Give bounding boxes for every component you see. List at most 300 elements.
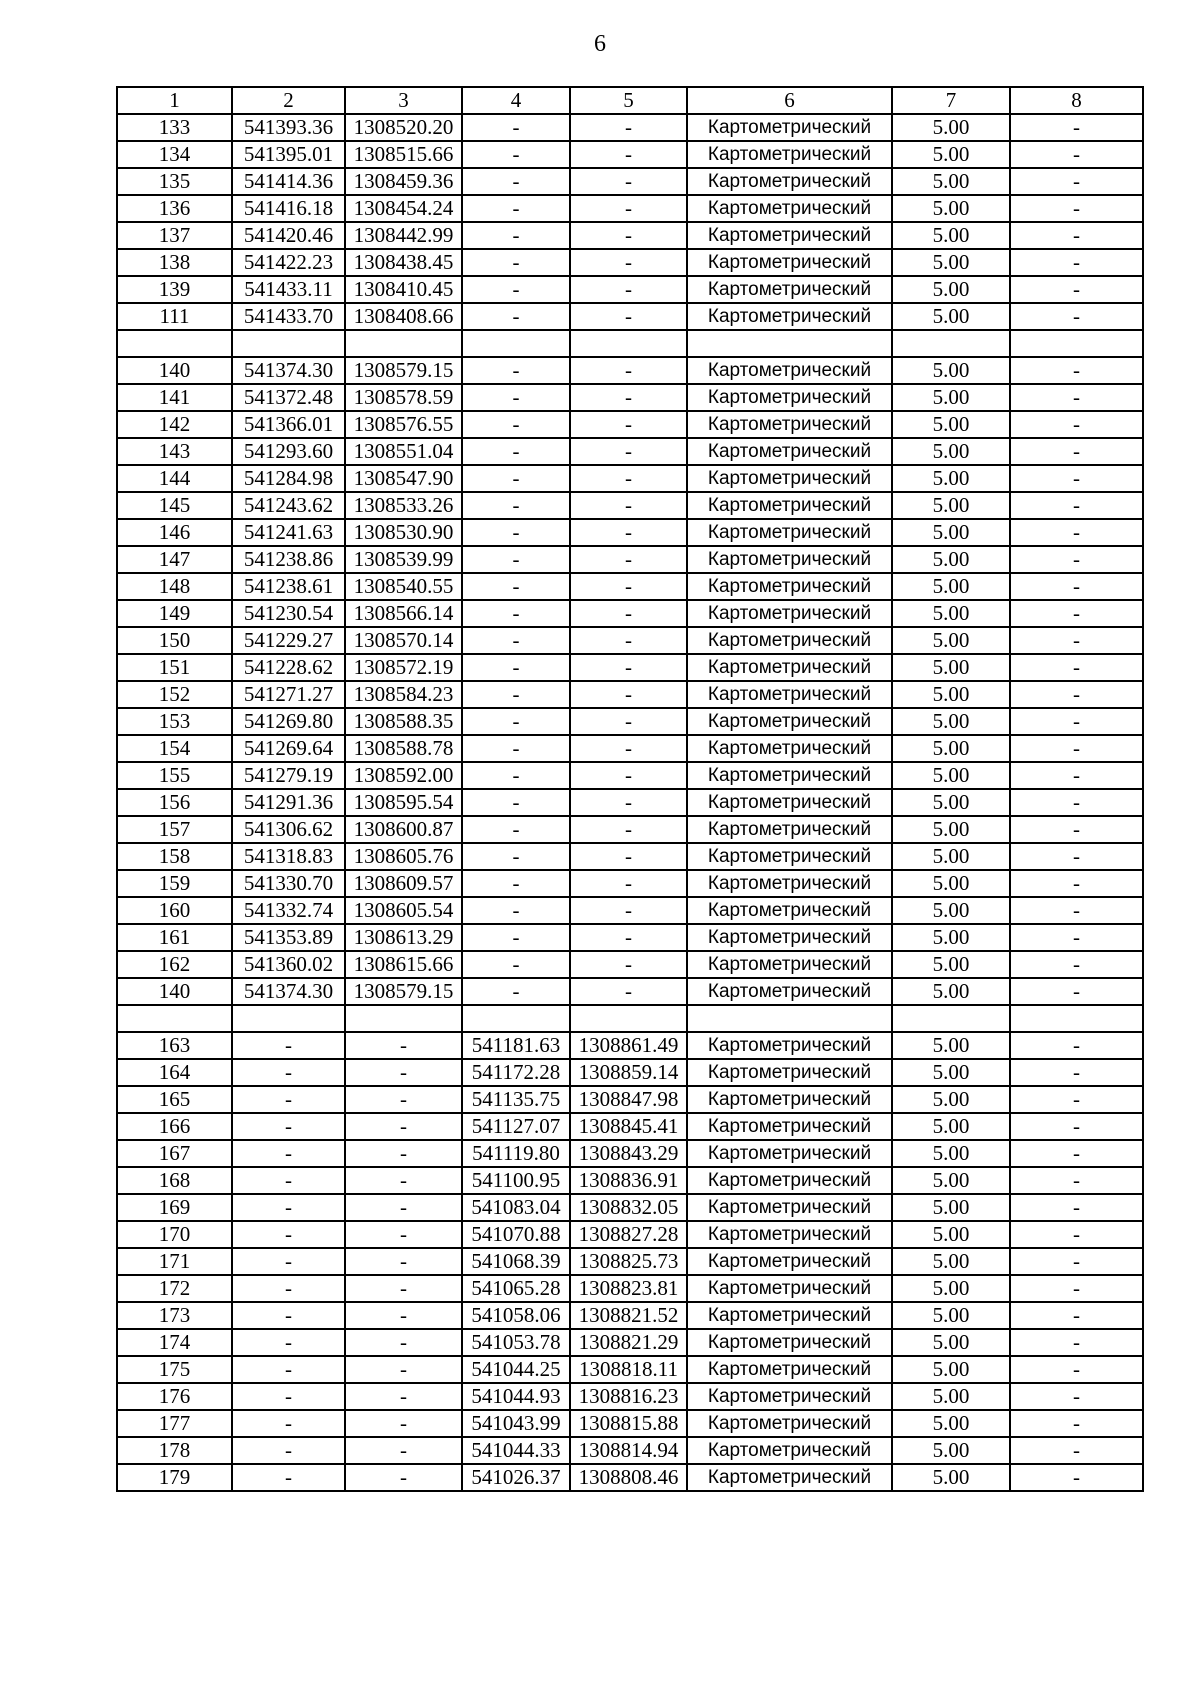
table-cell: Картометрический [687, 1140, 892, 1167]
table-cell: - [345, 1248, 462, 1275]
table-cell: 541422.23 [232, 249, 345, 276]
table-cell: 1308613.29 [345, 924, 462, 951]
table-cell: - [570, 735, 687, 762]
table-cell: 166 [117, 1113, 232, 1140]
table-cell: 168 [117, 1167, 232, 1194]
table-cell: 541269.64 [232, 735, 345, 762]
table-cell: - [232, 1140, 345, 1167]
table-row [117, 168, 1143, 195]
table-cell: 1308459.36 [345, 168, 462, 195]
table-cell: Картометрический [687, 1113, 892, 1140]
table-row [117, 1059, 1143, 1086]
table-header-row [117, 87, 1143, 114]
table-row [117, 384, 1143, 411]
table-cell: 158 [117, 843, 232, 870]
table-cell: - [570, 303, 687, 330]
table-cell: - [570, 600, 687, 627]
table-cell: 1308547.90 [345, 465, 462, 492]
table-cell: 137 [117, 222, 232, 249]
table-cell: - [232, 1032, 345, 1059]
table-cell: - [345, 1383, 462, 1410]
table-cell: 5.00 [892, 1383, 1010, 1410]
table-cell [892, 330, 1010, 357]
table-cell: Картометрический [687, 1329, 892, 1356]
table-cell: 541238.61 [232, 573, 345, 600]
table-cell: 1308818.11 [570, 1356, 687, 1383]
table-cell [1010, 330, 1143, 357]
table-cell: 5.00 [892, 1059, 1010, 1086]
table-row [117, 924, 1143, 951]
table-cell: 5.00 [892, 1194, 1010, 1221]
table-cell: - [1010, 303, 1143, 330]
table-cell: - [1010, 762, 1143, 789]
table-cell: Картометрический [687, 654, 892, 681]
table-cell: Картометрический [687, 357, 892, 384]
table-cell: 5.00 [892, 924, 1010, 951]
column-header: 6 [687, 87, 892, 114]
table-row [117, 1167, 1143, 1194]
table-cell: Картометрический [687, 951, 892, 978]
table-cell: Картометрический [687, 438, 892, 465]
table-cell: - [1010, 114, 1143, 141]
table-cell: 153 [117, 708, 232, 735]
table-cell: Картометрический [687, 114, 892, 141]
table-cell: - [462, 546, 570, 573]
table-cell: 541306.62 [232, 816, 345, 843]
table-cell: 1308823.81 [570, 1275, 687, 1302]
table-cell: - [462, 654, 570, 681]
table-cell: 1308572.19 [345, 654, 462, 681]
table-cell: 541271.27 [232, 681, 345, 708]
table-cell: - [570, 789, 687, 816]
table-cell: 5.00 [892, 816, 1010, 843]
table-cell: - [345, 1086, 462, 1113]
table-cell: Картометрический [687, 1464, 892, 1491]
table-cell: 5.00 [892, 438, 1010, 465]
table-cell: 5.00 [892, 1248, 1010, 1275]
column-header: 4 [462, 87, 570, 114]
table-cell: - [345, 1113, 462, 1140]
table-cell: - [570, 654, 687, 681]
table-cell: - [232, 1464, 345, 1491]
table-cell: Картометрический [687, 492, 892, 519]
table-cell: - [462, 141, 570, 168]
table-cell: Картометрический [687, 789, 892, 816]
table-cell: - [345, 1356, 462, 1383]
table-row [117, 492, 1143, 519]
table-cell: - [232, 1383, 345, 1410]
table-row [117, 438, 1143, 465]
table-cell: - [462, 492, 570, 519]
table-cell: Картометрический [687, 195, 892, 222]
table-cell: 142 [117, 411, 232, 438]
table-cell: - [1010, 1437, 1143, 1464]
table-cell [1010, 1005, 1143, 1032]
table-cell [892, 1005, 1010, 1032]
table-cell: - [1010, 492, 1143, 519]
table-row [117, 897, 1143, 924]
table-cell: 5.00 [892, 168, 1010, 195]
table-cell: 541230.54 [232, 600, 345, 627]
table-cell: 5.00 [892, 357, 1010, 384]
table-cell: - [232, 1275, 345, 1302]
table-cell: 1308605.54 [345, 897, 462, 924]
table-cell: 1308845.41 [570, 1113, 687, 1140]
table-row [117, 1248, 1143, 1275]
table-cell: - [462, 951, 570, 978]
table-cell: 5.00 [892, 762, 1010, 789]
table-cell: Картометрический [687, 1194, 892, 1221]
table-cell: 176 [117, 1383, 232, 1410]
table-row [117, 870, 1143, 897]
table-cell: 1308408.66 [345, 303, 462, 330]
table-cell: - [1010, 465, 1143, 492]
table-row [117, 573, 1143, 600]
table-cell: - [462, 627, 570, 654]
table-cell: 5.00 [892, 222, 1010, 249]
table-cell: 5.00 [892, 627, 1010, 654]
table-cell: 541083.04 [462, 1194, 570, 1221]
table-cell: 1308578.59 [345, 384, 462, 411]
table-cell: Картометрический [687, 141, 892, 168]
table-cell: - [1010, 681, 1143, 708]
table-cell: Картометрический [687, 168, 892, 195]
table-cell: Картометрический [687, 735, 892, 762]
table-cell: - [232, 1356, 345, 1383]
table-cell: - [462, 978, 570, 1005]
column-header: 3 [345, 87, 462, 114]
table-cell: - [462, 357, 570, 384]
table-cell: - [1010, 546, 1143, 573]
table-cell: 1308438.45 [345, 249, 462, 276]
table-cell: - [1010, 1248, 1143, 1275]
table-cell: 169 [117, 1194, 232, 1221]
table-cell: 1308566.14 [345, 600, 462, 627]
table-cell: 5.00 [892, 303, 1010, 330]
table-cell: 1308454.24 [345, 195, 462, 222]
table-cell: 145 [117, 492, 232, 519]
table-cell: - [570, 249, 687, 276]
table-cell: 5.00 [892, 708, 1010, 735]
table-cell: - [462, 114, 570, 141]
table-cell: 136 [117, 195, 232, 222]
table-cell: - [462, 384, 570, 411]
table-cell: 5.00 [892, 897, 1010, 924]
table-cell: - [1010, 843, 1143, 870]
table-row [117, 303, 1143, 330]
table-cell: 541044.25 [462, 1356, 570, 1383]
table-cell: Картометрический [687, 249, 892, 276]
table-cell: 541053.78 [462, 1329, 570, 1356]
table-cell: 149 [117, 600, 232, 627]
table-cell: - [1010, 1356, 1143, 1383]
table-cell: - [345, 1140, 462, 1167]
table-cell: 5.00 [892, 195, 1010, 222]
table-cell: 163 [117, 1032, 232, 1059]
table-cell: 5.00 [892, 600, 1010, 627]
table-cell: 541360.02 [232, 951, 345, 978]
table-cell: 135 [117, 168, 232, 195]
table-cell: 154 [117, 735, 232, 762]
column-header: 2 [232, 87, 345, 114]
table-cell: - [1010, 276, 1143, 303]
table-cell: - [1010, 573, 1143, 600]
table-cell: - [345, 1437, 462, 1464]
table-cell: 170 [117, 1221, 232, 1248]
table-cell: 5.00 [892, 1410, 1010, 1437]
table-cell: 156 [117, 789, 232, 816]
table-row [117, 141, 1143, 168]
table-cell: - [1010, 168, 1143, 195]
table-cell: - [1010, 600, 1143, 627]
table-cell: - [570, 546, 687, 573]
table-cell: Картометрический [687, 1059, 892, 1086]
table-cell: 1308592.00 [345, 762, 462, 789]
table-cell: 1308410.45 [345, 276, 462, 303]
table-cell: 5.00 [892, 465, 1010, 492]
table-cell: 1308615.66 [345, 951, 462, 978]
table-cell: 5.00 [892, 843, 1010, 870]
table-row [117, 1032, 1143, 1059]
table-body [117, 114, 1143, 1491]
table-cell: - [462, 762, 570, 789]
table-cell: 5.00 [892, 1464, 1010, 1491]
table-cell: Картометрический [687, 1275, 892, 1302]
table-cell: 541332.74 [232, 897, 345, 924]
table-cell: - [462, 222, 570, 249]
table-cell: - [462, 843, 570, 870]
table-cell: 1308605.76 [345, 843, 462, 870]
table-cell: - [570, 519, 687, 546]
table-cell: 5.00 [892, 735, 1010, 762]
table-cell: - [232, 1248, 345, 1275]
table-cell: 5.00 [892, 1356, 1010, 1383]
table-row [117, 114, 1143, 141]
table-cell: 5.00 [892, 519, 1010, 546]
table-cell: - [1010, 924, 1143, 951]
table-cell [462, 1005, 570, 1032]
table-cell: - [570, 762, 687, 789]
table-cell [345, 330, 462, 357]
table-cell: 1308832.05 [570, 1194, 687, 1221]
table-cell: 1308520.20 [345, 114, 462, 141]
table-cell: - [462, 465, 570, 492]
table-cell: 5.00 [892, 1032, 1010, 1059]
table-row [117, 708, 1143, 735]
table-cell: 179 [117, 1464, 232, 1491]
table-cell: 178 [117, 1437, 232, 1464]
table-cell: 541269.80 [232, 708, 345, 735]
table-cell: 541433.11 [232, 276, 345, 303]
table-row [117, 1275, 1143, 1302]
table-cell: 133 [117, 114, 232, 141]
table-cell: 541374.30 [232, 357, 345, 384]
table-cell: - [570, 843, 687, 870]
table-cell: 5.00 [892, 870, 1010, 897]
table-cell: Картометрический [687, 546, 892, 573]
table-cell: Картометрический [687, 708, 892, 735]
table-cell: 541372.48 [232, 384, 345, 411]
table-cell: 541374.30 [232, 978, 345, 1005]
table-cell: - [462, 897, 570, 924]
table-cell: Картометрический [687, 1383, 892, 1410]
table-cell: - [462, 249, 570, 276]
table-cell: - [1010, 519, 1143, 546]
table-cell: 164 [117, 1059, 232, 1086]
table-cell: 167 [117, 1140, 232, 1167]
table-row [117, 816, 1143, 843]
table-cell: - [570, 708, 687, 735]
table-cell: 5.00 [892, 654, 1010, 681]
table-row [117, 1113, 1143, 1140]
table-row [117, 1194, 1143, 1221]
table-cell: 541279.19 [232, 762, 345, 789]
table-cell: 146 [117, 519, 232, 546]
table-row [117, 654, 1143, 681]
table-cell: Картометрический [687, 303, 892, 330]
table-cell: 541058.06 [462, 1302, 570, 1329]
table-row [117, 465, 1143, 492]
table-cell [570, 1005, 687, 1032]
table-cell: - [570, 276, 687, 303]
table-cell: - [570, 897, 687, 924]
table-cell: 541100.95 [462, 1167, 570, 1194]
table-cell: 541393.36 [232, 114, 345, 141]
table-cell: 541229.27 [232, 627, 345, 654]
table-cell: - [1010, 627, 1143, 654]
column-header: 5 [570, 87, 687, 114]
table-cell: Картометрический [687, 1410, 892, 1437]
table-cell: - [1010, 1194, 1143, 1221]
table-cell: 541044.33 [462, 1437, 570, 1464]
table-cell: - [462, 573, 570, 600]
table-cell: 5.00 [892, 546, 1010, 573]
table-cell: 5.00 [892, 1113, 1010, 1140]
table-cell: 1308861.49 [570, 1032, 687, 1059]
table-cell: Картометрический [687, 1167, 892, 1194]
table-cell: - [1010, 1464, 1143, 1491]
table-cell: - [1010, 1410, 1143, 1437]
table-cell: - [232, 1167, 345, 1194]
table-cell: - [345, 1464, 462, 1491]
table-cell: - [570, 870, 687, 897]
table-cell: 541044.93 [462, 1383, 570, 1410]
table-cell: 1308579.15 [345, 978, 462, 1005]
table-cell: 5.00 [892, 492, 1010, 519]
table-cell: 541293.60 [232, 438, 345, 465]
table-cell: 1308530.90 [345, 519, 462, 546]
table-row [117, 1410, 1143, 1437]
table-cell: Картометрический [687, 1086, 892, 1113]
table-cell: 5.00 [892, 1437, 1010, 1464]
table-cell: - [462, 600, 570, 627]
table-cell: - [232, 1302, 345, 1329]
table-cell: 541228.62 [232, 654, 345, 681]
table-cell: - [1010, 1113, 1143, 1140]
table-cell: - [462, 924, 570, 951]
table-cell: - [232, 1437, 345, 1464]
table-cell: Картометрический [687, 762, 892, 789]
table-cell: 1308442.99 [345, 222, 462, 249]
table-cell: 1308859.14 [570, 1059, 687, 1086]
table-row [117, 546, 1143, 573]
table-cell: - [1010, 384, 1143, 411]
table-cell: 541414.36 [232, 168, 345, 195]
table-cell: - [232, 1194, 345, 1221]
table-cell: 541433.70 [232, 303, 345, 330]
table-row [117, 762, 1143, 789]
table-cell: 150 [117, 627, 232, 654]
table-cell: 1308533.26 [345, 492, 462, 519]
table-cell: 1308814.94 [570, 1437, 687, 1464]
table-cell: 175 [117, 1356, 232, 1383]
table-cell: 165 [117, 1086, 232, 1113]
table-cell: - [345, 1194, 462, 1221]
table-cell: 1308551.04 [345, 438, 462, 465]
table-cell: - [462, 816, 570, 843]
table-cell: 134 [117, 141, 232, 168]
table-cell: 541065.28 [462, 1275, 570, 1302]
table-cell: - [570, 411, 687, 438]
table-cell: Картометрический [687, 519, 892, 546]
table-cell: - [462, 681, 570, 708]
table-cell: Картометрический [687, 573, 892, 600]
table-cell: Картометрический [687, 681, 892, 708]
table-cell: - [570, 141, 687, 168]
table-cell: Картометрический [687, 384, 892, 411]
table-cell: 111 [117, 303, 232, 330]
table-cell: Картометрический [687, 843, 892, 870]
blank-separator-row [117, 330, 1143, 357]
table-cell: 151 [117, 654, 232, 681]
table-cell: 1308821.52 [570, 1302, 687, 1329]
table-cell: 160 [117, 897, 232, 924]
table-cell: - [462, 276, 570, 303]
table-row [117, 600, 1143, 627]
table-cell: Картометрический [687, 1248, 892, 1275]
table-cell [117, 330, 232, 357]
table-cell: 541330.70 [232, 870, 345, 897]
table-cell: 1308576.55 [345, 411, 462, 438]
table-cell: 1308539.99 [345, 546, 462, 573]
table-cell: 5.00 [892, 249, 1010, 276]
table-cell: - [462, 870, 570, 897]
table-cell: 157 [117, 816, 232, 843]
table-cell: Картометрический [687, 1356, 892, 1383]
table-cell: - [462, 195, 570, 222]
table-cell: - [462, 519, 570, 546]
table-cell: 155 [117, 762, 232, 789]
table-cell: - [1010, 897, 1143, 924]
table-cell: 5.00 [892, 1086, 1010, 1113]
table-cell: - [1010, 1032, 1143, 1059]
table-cell: - [570, 978, 687, 1005]
table-cell: - [570, 465, 687, 492]
table-cell: Картометрический [687, 411, 892, 438]
table-cell: - [1010, 789, 1143, 816]
table-cell: 5.00 [892, 789, 1010, 816]
table-row [117, 519, 1143, 546]
table-cell: 1308843.29 [570, 1140, 687, 1167]
table-cell: - [1010, 357, 1143, 384]
table-cell: - [1010, 1329, 1143, 1356]
table-row [117, 195, 1143, 222]
table-cell [232, 330, 345, 357]
table-cell: 172 [117, 1275, 232, 1302]
table-cell: - [1010, 816, 1143, 843]
table-cell: - [1010, 1140, 1143, 1167]
table-cell: - [1010, 141, 1143, 168]
